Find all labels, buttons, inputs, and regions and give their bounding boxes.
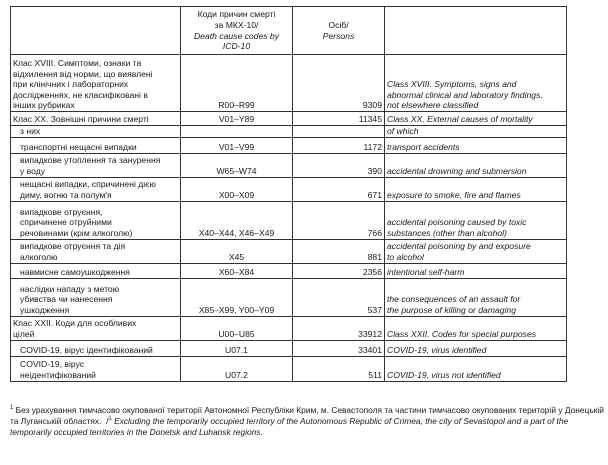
footnote-separator: / [106,416,109,426]
cell-category-uk [11,263,181,278]
cell-category-en [385,263,567,278]
table-row [11,153,567,177]
cell-persons: 537 [293,278,385,316]
cell-category-uk [11,177,181,201]
cell-persons: 33912 [293,316,385,340]
cell-line: інших рубриках [13,100,75,111]
table-row [11,55,567,112]
cell-line: нещасні випадки, спричинені дією [20,179,156,190]
cell-line: диму, вогню та полум'я [20,190,112,200]
footnote-mark-en: 1 [108,416,112,423]
cell-category-en [385,278,567,316]
cell-icd-code: X40–X44, X46–X49 [181,201,293,239]
cell-line: the purpose of killing or damaging [387,305,516,315]
header-col-codes [181,7,293,55]
cell-line: з них [20,126,41,136]
cell-line: Клас XXII. Коди для особливих [13,318,137,329]
table-row [11,316,567,340]
cell-category-en [385,177,567,201]
cell-persons: 390 [293,153,385,177]
cell-category-uk [11,126,181,138]
table-row [11,177,567,201]
cell-persons: 511 [293,356,385,381]
cell-line: при клінічних і лабораторних [13,79,129,90]
cell-line: дослідженнях, не класифіковані в [13,89,148,100]
cell-category-en [385,316,567,340]
cell-icd-code [181,126,293,138]
cell-persons: 11345 [293,112,385,126]
cell-category-uk [11,55,181,112]
cell-line: убивства чи нанесення [20,294,113,305]
cell-line: Клас XX. Зовнішні причини смерті [13,114,149,125]
table-body [11,55,567,382]
cell-persons: 671 [293,177,385,201]
cell-line: відхилення від норми, що виявлені [13,68,153,79]
cell-category-uk [11,239,181,263]
cell-line: неідентифікований [20,370,96,380]
table-row [11,112,567,126]
table-row [11,263,567,278]
header-codes-en-line: ICD-10 [222,41,251,52]
cell-icd-code: U07.1 [181,340,293,356]
footnote-mark: 1 [10,405,14,412]
cell-line: ушкодження [20,305,70,315]
cell-line: випадкове утоплення та занурення [20,155,161,166]
cell-persons: 33401 [293,340,385,356]
cell-icd-code: X85–X99, Y00–Y09 [181,278,293,316]
cell-category-en [385,239,567,263]
cell-line: випадкове отруєння, [20,206,103,217]
cell-persons: 2356 [293,263,385,278]
cell-line: the consequences of an assault for [387,294,521,305]
table-row [11,137,567,153]
cell-line: цілей [13,329,35,339]
cell-line: алкоголю [20,252,58,262]
cell-icd-code: X45 [181,239,293,263]
table-row [11,201,567,239]
table-row [11,278,567,316]
table-header-row [11,7,567,55]
cell-persons: 881 [293,239,385,263]
cell-line: exposure to smoke, fire and flames [387,190,521,200]
footnote-english: Excluding the temporarily occupied territory of the Autonomous Republic of Crimea, the city of Sevastopol and a part of the temporarily occupied territories in the Donetsk and Luhansk regions. [10,416,569,437]
cell-line: COVID-19, вірус ідентифікований [20,345,153,355]
mortality-table [10,6,567,382]
cell-line: accidental poisoning caused by toxic [387,217,527,228]
cell-icd-code: R00–R99 [181,55,293,112]
cell-category-uk [11,112,181,126]
cell-category-uk [11,316,181,340]
cell-icd-code: V01–Y89 [181,112,293,126]
cell-icd-code: U00–U85 [181,316,293,340]
table-row [11,126,567,138]
cell-line: abnormal clinical and laboratory findings, [387,89,543,100]
footnote-ukrainian: Без урахування тимчасово окупованої території Автономної Республіки Крим, м. Севастополя та частини тимчасово окупованих територій у Донецькій та Луганській областях. [10,405,604,426]
table-row [11,239,567,263]
cell-persons: 766 [293,201,385,239]
header-col-english [385,7,567,55]
cell-line: транспортні нещасні випадки [20,142,137,152]
footnote [10,405,606,438]
cell-category-uk [11,137,181,153]
cell-line: substances (other than alcohol) [387,228,507,238]
cell-line: навмисне самоушкодження [20,267,130,277]
cell-category-en [385,201,567,239]
cell-category-en [385,112,567,126]
cell-icd-code: W65–W74 [181,153,293,177]
cell-line: of which [387,126,419,136]
header-codes-en-line: Death cause codes by [193,30,280,41]
cell-category-uk [11,153,181,177]
cell-line: not elsewhere classified [387,100,479,111]
cell-category-en [385,356,567,381]
cell-category-uk [11,201,181,239]
table-row [11,356,567,381]
cell-category-uk [11,356,181,381]
cell-icd-code: V01–V99 [181,137,293,153]
cell-line: Class XXII. Codes for special purposes [387,329,537,339]
cell-line: наслідки нападу з метою [20,283,120,294]
header-col-persons [293,7,385,55]
cell-category-uk [11,278,181,316]
cell-line: accidental poisoning by and exposure [387,241,531,252]
cell-icd-code: U07.2 [181,356,293,381]
cell-icd-code: X60–X84 [181,263,293,278]
cell-icd-code: X00–X09 [181,177,293,201]
cell-category-uk [11,340,181,356]
cell-category-en [385,340,567,356]
cell-category-en [385,137,567,153]
table-row [11,340,567,356]
header-codes-uk-line: за МКХ-10/ [214,19,259,30]
cell-line: to alcohol [387,252,424,262]
cell-category-en [385,126,567,138]
cell-persons: 9309 [293,55,385,112]
cell-line: transport accidents [387,142,460,152]
header-col-category [11,7,181,55]
cell-line: Class XVIII. Symptoms, signs and [387,79,517,90]
cell-line: спричинене отруйними [20,217,112,228]
cell-category-en [385,55,567,112]
cell-line: Class XX. External causes of mortality [387,114,533,125]
cell-line: речовинами (крім алкоголю) [20,228,133,238]
cell-persons [293,126,385,138]
cell-line: COVID-19, вірус [20,359,85,370]
header-persons-uk: Осіб/ [328,19,349,30]
cell-line: у воду [20,166,46,176]
header-codes-uk-line: Коди причин смерті [197,9,276,20]
cell-line: COVID-19, virus identified [387,345,487,355]
cell-line: intentional self-harm [387,267,465,277]
cell-line: accidental drowning and submersion [387,166,527,176]
cell-line: COVID-19, virus not identified [387,370,501,380]
cell-persons: 1172 [293,137,385,153]
cell-category-en [385,153,567,177]
cell-line: Клас XVIII. Симптоми, ознаки та [13,58,142,69]
header-persons-en: Persons [322,30,355,41]
cell-line: випадкове отруєння та дія [20,241,126,252]
